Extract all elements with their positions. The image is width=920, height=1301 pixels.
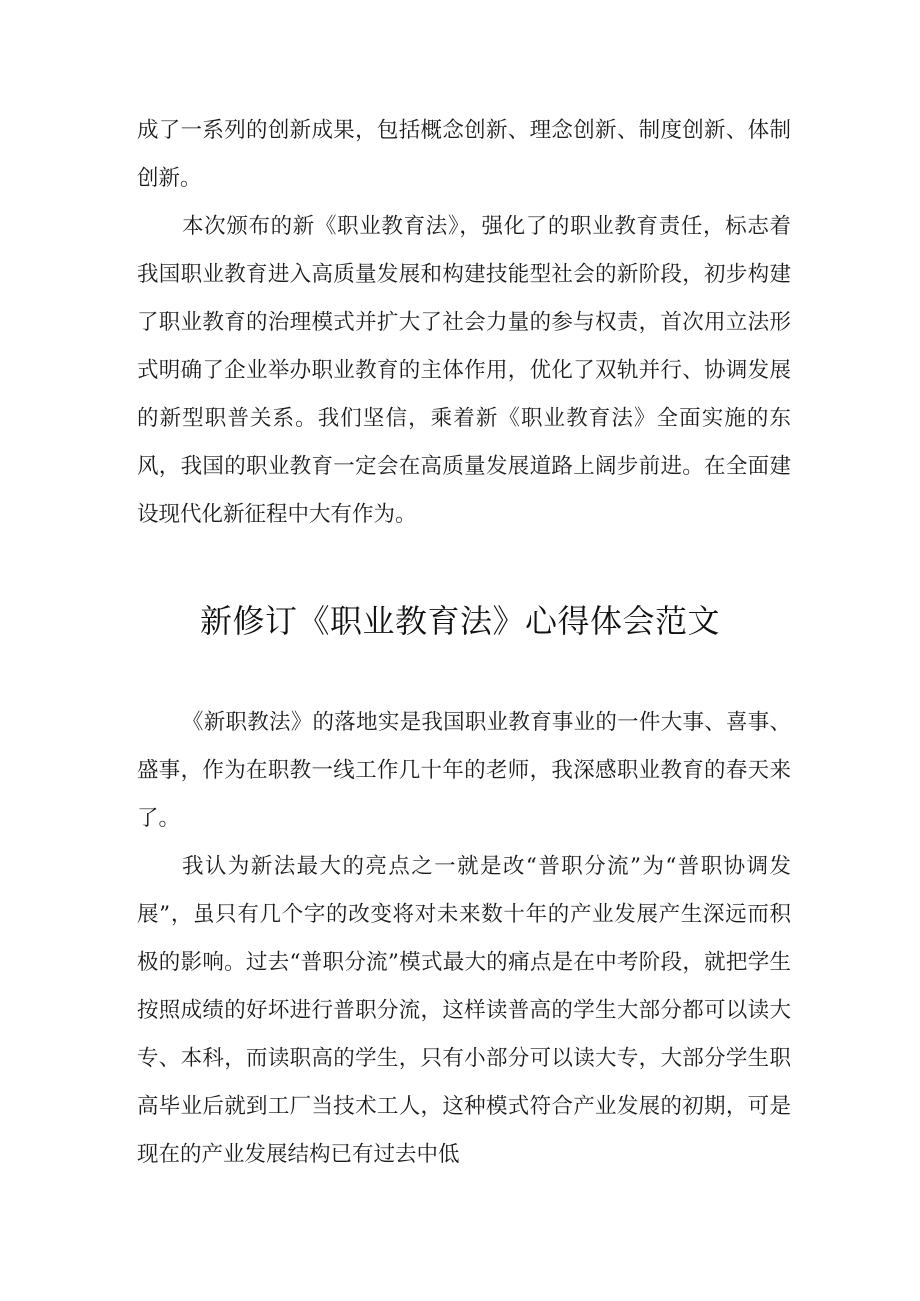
- paragraph-continued: 成了一系列的创新成果，包括概念创新、理念创新、制度创新、体制创新。: [137, 118, 791, 191]
- essay-title: 新修订《职业教育法》心得体会范文: [199, 602, 720, 640]
- paragraph-intro: 《新职教法》的落地实是我国职业教育事业的一件大事、喜事、盛事，作为在职教一线工作几十年的老师，我深感职业教育的春天来了。: [137, 710, 791, 831]
- paragraph-highlight: 我认为新法最大的亮点之一就是改“普职分流”为“普职协调发展”，虽只有几个字的改变将对未来数十年的产业发展产生深远而积极的影响。过去“普职分流”模式最大的痛点是在中考阶段，就把学生按照成绩的好坏进行普职分流，这样读普高的学生大部分都可以读大专、本科，而读职高的学生，只有小部分可以读大专，大部分学生职高毕业后就到工厂当技术工人，这种模式符合产业发展的初期，可是现在的产业发展结构已有过去中低: [137, 854, 791, 1167]
- paragraph-law: 本次颁布的新《职业教育法》，强化了的职业教育责任，标志着我国职业教育进入高质量发展和构建技能型社会的新阶段，初步构建了职业教育的治理模式并扩大了社会力量的参与权责，首次用立法形式明确了企业举办职业教育的主体作用，优化了双轨并行、协调发展的新型职普关系。我们坚信，乘着新《职业教育法》全面实施的东风，我国的职业教育一定会在高质量发展道路上阔步前进。在全面建设现代化新征程中大有作为。: [137, 214, 791, 527]
